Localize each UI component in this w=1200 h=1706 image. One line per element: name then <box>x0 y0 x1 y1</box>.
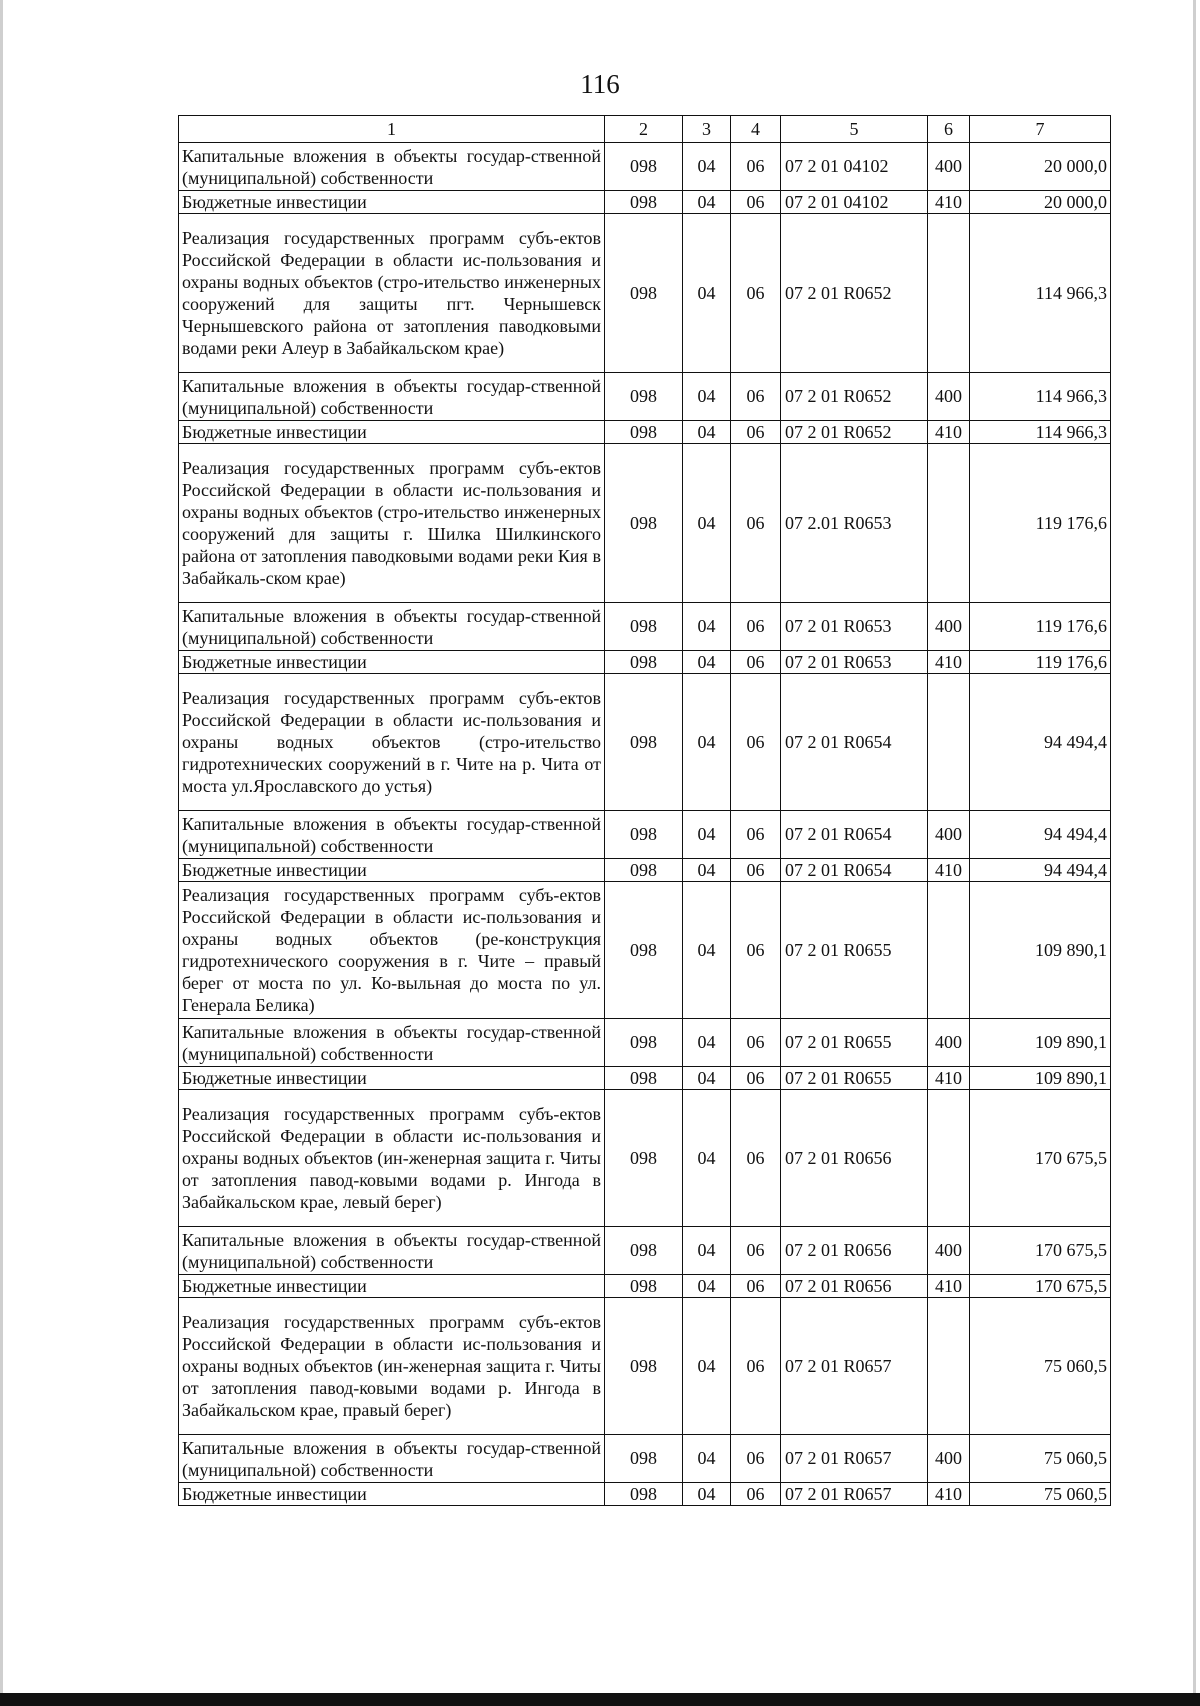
section-code: 04 <box>683 674 731 811</box>
row-name: Бюджетные инвестиции <box>179 1483 605 1506</box>
column-header: 6 <box>928 116 970 143</box>
target-article: 07 2 01 R0654 <box>781 859 928 882</box>
table-row <box>179 1275 1111 1298</box>
ministry-code: 098 <box>605 1483 683 1506</box>
target-article: 07 2 01 R0656 <box>781 1275 928 1298</box>
subsection-code: 06 <box>731 1090 781 1227</box>
subsection-code: 06 <box>731 811 781 859</box>
ministry-code: 098 <box>605 214 683 373</box>
table-header-row <box>179 116 1111 143</box>
row-name: Бюджетные инвестиции <box>179 1275 605 1298</box>
column-header: 4 <box>731 116 781 143</box>
expense-type: 400 <box>928 811 970 859</box>
target-article: 07 2 01 R0655 <box>781 1067 928 1090</box>
row-name: Реализация государственных программ субъ-ектов Российской Федерации в области ис-пользования и охраны водных объектов (ин-женерная защита г. Читы от затопления павод-ковыми водами р. Ингода в Забайкальском крае, правый берег) <box>179 1298 605 1435</box>
row-name: Капитальные вложения в объекты государ-ственной (муниципальной) собственности <box>179 373 605 421</box>
row-name: Капитальные вложения в объекты государ-ственной (муниципальной) собственности <box>179 603 605 651</box>
section-code: 04 <box>683 882 731 1019</box>
subsection-code: 06 <box>731 651 781 674</box>
target-article: 07 2 01 R0655 <box>781 882 928 1019</box>
amount: 119 176,6 <box>970 651 1111 674</box>
target-article: 07 2 01 R0655 <box>781 1019 928 1067</box>
ministry-code: 098 <box>605 882 683 1019</box>
target-article: 07 2 01 R0652 <box>781 373 928 421</box>
target-article: 07 2 01 04102 <box>781 191 928 214</box>
subsection-code: 06 <box>731 1067 781 1090</box>
table-row <box>179 674 1111 811</box>
expense-type: 400 <box>928 1019 970 1067</box>
subsection-code: 06 <box>731 882 781 1019</box>
table-row <box>179 444 1111 603</box>
subsection-code: 06 <box>731 191 781 214</box>
amount: 119 176,6 <box>970 444 1111 603</box>
subsection-code: 06 <box>731 421 781 444</box>
amount: 94 494,4 <box>970 811 1111 859</box>
section-code: 04 <box>683 859 731 882</box>
table-row <box>179 1435 1111 1483</box>
row-name: Капитальные вложения в объекты государ-ственной (муниципальной) собственности <box>179 811 605 859</box>
section-code: 04 <box>683 1275 731 1298</box>
column-header: 1 <box>179 116 605 143</box>
column-header: 3 <box>683 116 731 143</box>
section-code: 04 <box>683 1019 731 1067</box>
budget-table <box>178 115 1111 1506</box>
ministry-code: 098 <box>605 1067 683 1090</box>
row-name: Бюджетные инвестиции <box>179 421 605 444</box>
amount: 170 675,5 <box>970 1275 1111 1298</box>
row-name: Бюджетные инвестиции <box>179 1067 605 1090</box>
row-name: Реализация государственных программ субъ-ектов Российской Федерации в области ис-пользования и охраны водных объектов (стро-ительство инженерных сооружений для защиты г. Шилка Шилкинского района от затопления паводковыми водами реки Кия в Забайкаль-ском крае) <box>179 444 605 603</box>
row-name: Капитальные вложения в объекты государ-ственной (муниципальной) собственности <box>179 1435 605 1483</box>
ministry-code: 098 <box>605 444 683 603</box>
expense-type: 410 <box>928 1067 970 1090</box>
expense-type <box>928 674 970 811</box>
page-number: 116 <box>580 69 620 99</box>
ministry-code: 098 <box>605 1090 683 1227</box>
subsection-code: 06 <box>731 1483 781 1506</box>
section-code: 04 <box>683 214 731 373</box>
row-name: Реализация государственных программ субъ-ектов Российской Федерации в области ис-пользования и охраны водных объектов (ре-конструкция гидротехнического сооружения в г. Чите – правый берег от моста по ул. Ко-выльная до моста по ул. Генерала Белика) <box>179 882 605 1019</box>
table-row <box>179 882 1111 1019</box>
table-row <box>179 859 1111 882</box>
amount: 109 890,1 <box>970 882 1111 1019</box>
expense-type: 410 <box>928 191 970 214</box>
section-code: 04 <box>683 1227 731 1275</box>
subsection-code: 06 <box>731 1435 781 1483</box>
target-article: 07 2.01 R0653 <box>781 444 928 603</box>
subsection-code: 06 <box>731 603 781 651</box>
row-name: Бюджетные инвестиции <box>179 191 605 214</box>
subsection-code: 06 <box>731 674 781 811</box>
expense-type: 410 <box>928 651 970 674</box>
section-code: 04 <box>683 1483 731 1506</box>
amount: 170 675,5 <box>970 1227 1111 1275</box>
subsection-code: 06 <box>731 1227 781 1275</box>
ministry-code: 098 <box>605 1019 683 1067</box>
subsection-code: 06 <box>731 373 781 421</box>
table-row <box>179 191 1111 214</box>
ministry-code: 098 <box>605 143 683 191</box>
table-row <box>179 651 1111 674</box>
table-row <box>179 1090 1111 1227</box>
scan-edge-right <box>1193 0 1196 1706</box>
ministry-code: 098 <box>605 859 683 882</box>
subsection-code: 06 <box>731 214 781 373</box>
ministry-code: 098 <box>605 373 683 421</box>
table-row <box>179 1067 1111 1090</box>
ministry-code: 098 <box>605 421 683 444</box>
target-article: 07 2 01 R0656 <box>781 1090 928 1227</box>
subsection-code: 06 <box>731 143 781 191</box>
section-code: 04 <box>683 421 731 444</box>
subsection-code: 06 <box>731 1275 781 1298</box>
expense-type: 410 <box>928 859 970 882</box>
subsection-code: 06 <box>731 444 781 603</box>
scan-edge-left <box>0 0 3 1706</box>
ministry-code: 098 <box>605 1227 683 1275</box>
target-article: 07 2 01 R0652 <box>781 214 928 373</box>
scan-bottom-band <box>0 1693 1200 1706</box>
section-code: 04 <box>683 1435 731 1483</box>
section-code: 04 <box>683 651 731 674</box>
ministry-code: 098 <box>605 1275 683 1298</box>
target-article: 07 2 01 R0657 <box>781 1483 928 1506</box>
ministry-code: 098 <box>605 191 683 214</box>
column-header: 7 <box>970 116 1111 143</box>
section-code: 04 <box>683 1298 731 1435</box>
amount: 119 176,6 <box>970 603 1111 651</box>
section-code: 04 <box>683 191 731 214</box>
section-code: 04 <box>683 444 731 603</box>
table-row <box>179 811 1111 859</box>
target-article: 07 2 01 R0654 <box>781 811 928 859</box>
ministry-code: 098 <box>605 603 683 651</box>
table-row <box>179 603 1111 651</box>
expense-type: 410 <box>928 1275 970 1298</box>
amount: 109 890,1 <box>970 1019 1111 1067</box>
amount: 170 675,5 <box>970 1090 1111 1227</box>
expense-type: 400 <box>928 143 970 191</box>
amount: 114 966,3 <box>970 214 1111 373</box>
ministry-code: 098 <box>605 651 683 674</box>
row-name: Реализация государственных программ субъ-ектов Российской Федерации в области ис-пользования и охраны водных объектов (стро-ительство гидротехнических сооружений в г. Чите на р. Чита от моста ул.Ярославского до устья) <box>179 674 605 811</box>
expense-type: 400 <box>928 603 970 651</box>
amount: 94 494,4 <box>970 859 1111 882</box>
ministry-code: 098 <box>605 1435 683 1483</box>
target-article: 07 2 01 R0657 <box>781 1298 928 1435</box>
target-article: 07 2 01 04102 <box>781 143 928 191</box>
table-row <box>179 373 1111 421</box>
row-name: Капитальные вложения в объекты государ-ственной (муниципальной) собственности <box>179 1019 605 1067</box>
ministry-code: 098 <box>605 674 683 811</box>
table-row <box>179 143 1111 191</box>
row-name: Капитальные вложения в объекты государ-ственной (муниципальной) собственности <box>179 1227 605 1275</box>
ministry-code: 098 <box>605 811 683 859</box>
subsection-code: 06 <box>731 1298 781 1435</box>
subsection-code: 06 <box>731 1019 781 1067</box>
section-code: 04 <box>683 1067 731 1090</box>
section-code: 04 <box>683 373 731 421</box>
amount: 109 890,1 <box>970 1067 1111 1090</box>
target-article: 07 2 01 R0656 <box>781 1227 928 1275</box>
amount: 20 000,0 <box>970 191 1111 214</box>
expense-type: 410 <box>928 421 970 444</box>
section-code: 04 <box>683 603 731 651</box>
table-row <box>179 1483 1111 1506</box>
expense-type: 410 <box>928 1483 970 1506</box>
target-article: 07 2 01 R0653 <box>781 651 928 674</box>
section-code: 04 <box>683 811 731 859</box>
amount: 75 060,5 <box>970 1483 1111 1506</box>
amount: 94 494,4 <box>970 674 1111 811</box>
expense-type <box>928 1298 970 1435</box>
table-row <box>179 1019 1111 1067</box>
expense-type <box>928 214 970 373</box>
row-name: Реализация государственных программ субъ-ектов Российской Федерации в области ис-пользования и охраны водных объектов (стро-ительство инженерных сооружений для защиты пгт. Чернышевск Чернышевского района от затопления паводковыми водами реки Алеур в Забайкальском крае) <box>179 214 605 373</box>
section-code: 04 <box>683 143 731 191</box>
row-name: Бюджетные инвестиции <box>179 859 605 882</box>
amount: 75 060,5 <box>970 1298 1111 1435</box>
amount: 75 060,5 <box>970 1435 1111 1483</box>
target-article: 07 2 01 R0657 <box>781 1435 928 1483</box>
section-code: 04 <box>683 1090 731 1227</box>
table-row <box>179 421 1111 444</box>
expense-type: 400 <box>928 1435 970 1483</box>
amount: 20 000,0 <box>970 143 1111 191</box>
expense-type: 400 <box>928 373 970 421</box>
subsection-code: 06 <box>731 859 781 882</box>
table-row <box>179 214 1111 373</box>
row-name: Бюджетные инвестиции <box>179 651 605 674</box>
target-article: 07 2 01 R0654 <box>781 674 928 811</box>
amount: 114 966,3 <box>970 421 1111 444</box>
target-article: 07 2 01 R0652 <box>781 421 928 444</box>
column-header: 5 <box>781 116 928 143</box>
expense-type <box>928 882 970 1019</box>
row-name: Реализация государственных программ субъ-ектов Российской Федерации в области ис-пользования и охраны водных объектов (ин-женерная защита г. Читы от затопления павод-ковыми водами р. Ингода в Забайкальском крае, левый берег) <box>179 1090 605 1227</box>
expense-type <box>928 1090 970 1227</box>
expense-type: 400 <box>928 1227 970 1275</box>
table-row <box>179 1227 1111 1275</box>
amount: 114 966,3 <box>970 373 1111 421</box>
target-article: 07 2 01 R0653 <box>781 603 928 651</box>
ministry-code: 098 <box>605 1298 683 1435</box>
expense-type <box>928 444 970 603</box>
column-header: 2 <box>605 116 683 143</box>
table-row <box>179 1298 1111 1435</box>
row-name: Капитальные вложения в объекты государ-ственной (муниципальной) собственности <box>179 143 605 191</box>
